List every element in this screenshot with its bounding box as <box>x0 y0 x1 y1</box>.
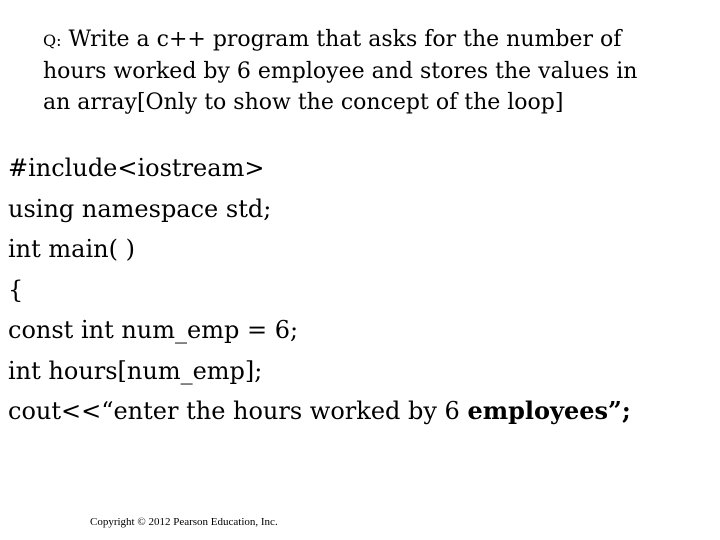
code-line-cout <box>8 391 708 432</box>
question-text <box>43 24 693 118</box>
code-block <box>8 148 708 432</box>
code-line-const: const int num_emp = 6; <box>8 316 299 344</box>
question-line-2: hours worked by 6 employee and stores the values in <box>43 59 638 84</box>
question-prefix: Q: <box>43 31 62 50</box>
code-line-main: int main( ) <box>8 235 135 263</box>
question-line-1 <box>43 24 693 56</box>
question-line-1-text: Write a c++ program that asks for the number of <box>68 27 622 52</box>
code-line-cout-bold: employees”; <box>467 396 631 425</box>
code-line-namespace: using namespace std; <box>8 194 272 223</box>
code-line-array: int hours[num_emp]; <box>8 356 263 385</box>
code-line-cout-plain: cout<<“enter the hours worked by 6 <box>8 397 468 425</box>
code-line-include: #include<iostream> <box>8 154 265 182</box>
code-line-open-brace: { <box>8 275 24 304</box>
question-line-3: an array[Only to show the concept of the loop] <box>43 90 564 115</box>
copyright-notice: Copyright © 2012 Pearson Education, Inc. <box>90 516 278 528</box>
